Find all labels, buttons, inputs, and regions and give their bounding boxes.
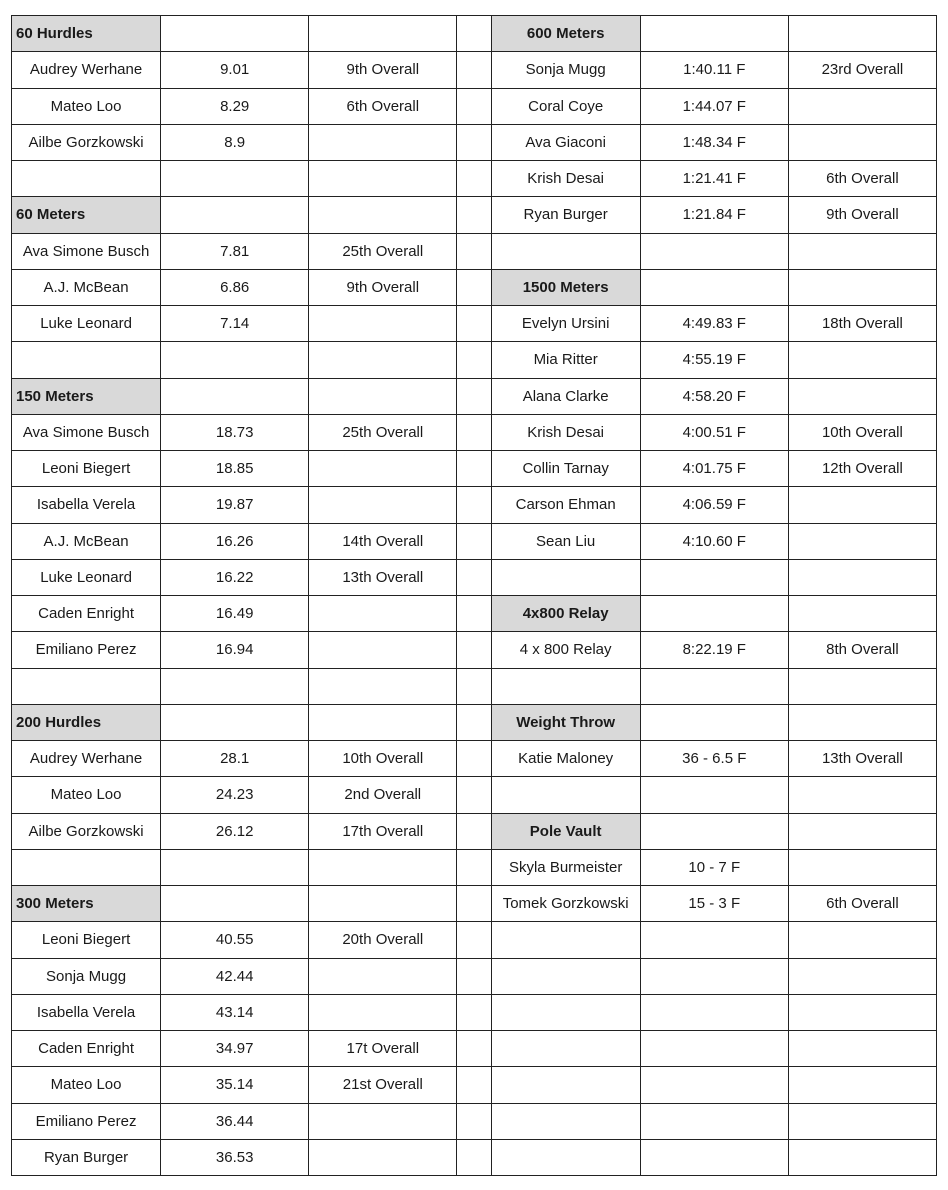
athlete-mark-cell <box>640 233 788 269</box>
event-header: 60 Hurdles <box>12 16 161 52</box>
athlete-place-cell <box>788 88 936 124</box>
athlete-mark-cell: 35.14 <box>161 1067 309 1103</box>
athlete-name-cell: Sean Liu <box>491 523 640 559</box>
spacer-cell <box>457 88 491 124</box>
athlete-name-cell: Ryan Burger <box>12 1139 161 1175</box>
table-row <box>12 342 937 378</box>
athlete-name-cell <box>491 922 640 958</box>
spacer-cell <box>457 342 491 378</box>
athlete-place-cell <box>788 668 936 704</box>
athlete-mark-cell: 6.86 <box>161 269 309 305</box>
spacer-cell <box>457 596 491 632</box>
results-table <box>11 15 937 1176</box>
athlete-place-cell <box>788 378 936 414</box>
table-row <box>12 269 937 305</box>
athlete-place-cell <box>788 559 936 595</box>
athlete-name-cell: Ava Simone Busch <box>12 233 161 269</box>
event-header: 150 Meters <box>12 378 161 414</box>
athlete-name-cell: Ava Giaconi <box>491 124 640 160</box>
spacer-cell <box>457 124 491 160</box>
athlete-place-cell: 6th Overall <box>788 886 936 922</box>
spacer-cell <box>457 1103 491 1139</box>
athlete-name-cell: Emiliano Perez <box>12 1103 161 1139</box>
empty-cell <box>640 704 788 740</box>
athlete-mark-cell: 8:22.19 F <box>640 632 788 668</box>
athlete-place-cell: 8th Overall <box>788 632 936 668</box>
table-row <box>12 886 937 922</box>
empty-cell <box>788 16 936 52</box>
athlete-name-cell: Alana Clarke <box>491 378 640 414</box>
athlete-mark-cell: 40.55 <box>161 922 309 958</box>
empty-cell <box>788 596 936 632</box>
athlete-place-cell: 18th Overall <box>788 306 936 342</box>
results-table-body <box>12 16 937 1176</box>
empty-cell <box>788 704 936 740</box>
athlete-name-cell: Luke Leonard <box>12 306 161 342</box>
spacer-cell <box>457 1139 491 1175</box>
athlete-name-cell: Carson Ehman <box>491 487 640 523</box>
athlete-name-cell <box>491 1139 640 1175</box>
spacer-cell <box>457 668 491 704</box>
athlete-mark-cell: 4:55.19 F <box>640 342 788 378</box>
athlete-name-cell: Emiliano Perez <box>12 632 161 668</box>
spacer-cell <box>457 161 491 197</box>
empty-cell <box>161 886 309 922</box>
athlete-mark-cell: 34.97 <box>161 1031 309 1067</box>
athlete-mark-cell <box>640 668 788 704</box>
athlete-name-cell: Ailbe Gorzkowski <box>12 813 161 849</box>
athlete-mark-cell <box>640 994 788 1030</box>
table-row <box>12 559 937 595</box>
empty-cell <box>161 704 309 740</box>
table-row <box>12 596 937 632</box>
athlete-name-cell: Mateo Loo <box>12 1067 161 1103</box>
athlete-mark-cell: 4:58.20 F <box>640 378 788 414</box>
athlete-mark-cell: 4:01.75 F <box>640 451 788 487</box>
athlete-place-cell <box>788 777 936 813</box>
athlete-mark-cell: 8.9 <box>161 124 309 160</box>
empty-cell <box>640 596 788 632</box>
table-row <box>12 668 937 704</box>
event-header: 600 Meters <box>491 16 640 52</box>
athlete-place-cell: 9th Overall <box>309 269 457 305</box>
athlete-name-cell <box>491 777 640 813</box>
athlete-name-cell: Audrey Werhane <box>12 741 161 777</box>
athlete-mark-cell <box>640 1139 788 1175</box>
athlete-place-cell: 23rd Overall <box>788 52 936 88</box>
event-header: 1500 Meters <box>491 269 640 305</box>
athlete-mark-cell <box>161 849 309 885</box>
table-row <box>12 1031 937 1067</box>
athlete-mark-cell <box>640 922 788 958</box>
athlete-mark-cell <box>640 559 788 595</box>
athlete-name-cell: Mateo Loo <box>12 88 161 124</box>
athlete-name-cell: Sonja Mugg <box>12 958 161 994</box>
athlete-place-cell <box>309 451 457 487</box>
athlete-name-cell <box>491 1031 640 1067</box>
table-row <box>12 414 937 450</box>
athlete-name-cell: Krish Desai <box>491 414 640 450</box>
athlete-name-cell: Mateo Loo <box>12 777 161 813</box>
event-header: 60 Meters <box>12 197 161 233</box>
athlete-mark-cell: 36.44 <box>161 1103 309 1139</box>
athlete-mark-cell: 18.73 <box>161 414 309 450</box>
table-row <box>12 124 937 160</box>
table-row <box>12 922 937 958</box>
athlete-place-cell <box>788 958 936 994</box>
table-row <box>12 741 937 777</box>
table-row <box>12 777 937 813</box>
athlete-name-cell <box>491 994 640 1030</box>
athlete-name-cell: 4 x 800 Relay <box>491 632 640 668</box>
athlete-name-cell: Mia Ritter <box>491 342 640 378</box>
athlete-place-cell: 2nd Overall <box>309 777 457 813</box>
table-row <box>12 487 937 523</box>
empty-cell <box>309 197 457 233</box>
athlete-place-cell: 20th Overall <box>309 922 457 958</box>
event-header: Pole Vault <box>491 813 640 849</box>
spacer-cell <box>457 1031 491 1067</box>
athlete-name-cell: Leoni Biegert <box>12 451 161 487</box>
athlete-place-cell: 10th Overall <box>309 741 457 777</box>
table-row <box>12 958 937 994</box>
athlete-name-cell <box>491 559 640 595</box>
athlete-place-cell <box>788 1139 936 1175</box>
athlete-mark-cell: 42.44 <box>161 958 309 994</box>
athlete-place-cell <box>788 342 936 378</box>
athlete-mark-cell: 24.23 <box>161 777 309 813</box>
table-row <box>12 16 937 52</box>
athlete-mark-cell: 1:21.41 F <box>640 161 788 197</box>
empty-cell <box>640 16 788 52</box>
spacer-cell <box>457 233 491 269</box>
table-row <box>12 849 937 885</box>
athlete-mark-cell: 28.1 <box>161 741 309 777</box>
empty-cell <box>309 886 457 922</box>
athlete-name-cell: Ailbe Gorzkowski <box>12 124 161 160</box>
table-row <box>12 233 937 269</box>
athlete-place-cell: 9th Overall <box>309 52 457 88</box>
event-header: 4x800 Relay <box>491 596 640 632</box>
spacer-cell <box>457 886 491 922</box>
table-row <box>12 1067 937 1103</box>
athlete-place-cell <box>788 1103 936 1139</box>
athlete-name-cell <box>12 342 161 378</box>
athlete-place-cell: 21st Overall <box>309 1067 457 1103</box>
athlete-mark-cell: 8.29 <box>161 88 309 124</box>
athlete-name-cell: Ava Simone Busch <box>12 414 161 450</box>
athlete-name-cell: Leoni Biegert <box>12 922 161 958</box>
athlete-place-cell: 17t Overall <box>309 1031 457 1067</box>
athlete-name-cell: Luke Leonard <box>12 559 161 595</box>
spacer-cell <box>457 523 491 559</box>
event-header: 300 Meters <box>12 886 161 922</box>
spacer-cell <box>457 922 491 958</box>
athlete-name-cell: Caden Enright <box>12 1031 161 1067</box>
athlete-place-cell <box>309 632 457 668</box>
athlete-mark-cell <box>640 777 788 813</box>
athlete-place-cell <box>309 306 457 342</box>
spacer-cell <box>457 306 491 342</box>
athlete-place-cell <box>309 487 457 523</box>
table-row <box>12 197 937 233</box>
spacer-cell <box>457 704 491 740</box>
table-row <box>12 1139 937 1175</box>
athlete-mark-cell: 16.94 <box>161 632 309 668</box>
athlete-name-cell <box>12 161 161 197</box>
athlete-place-cell <box>788 233 936 269</box>
athlete-name-cell <box>491 1067 640 1103</box>
spacer-cell <box>457 958 491 994</box>
athlete-place-cell <box>309 161 457 197</box>
athlete-name-cell <box>491 233 640 269</box>
athlete-place-cell: 14th Overall <box>309 523 457 559</box>
table-row <box>12 704 937 740</box>
athlete-mark-cell: 1:40.11 F <box>640 52 788 88</box>
spacer-cell <box>457 197 491 233</box>
athlete-name-cell <box>491 668 640 704</box>
athlete-place-cell <box>788 922 936 958</box>
athlete-name-cell: Isabella Verela <box>12 487 161 523</box>
athlete-name-cell: Sonja Mugg <box>491 52 640 88</box>
athlete-place-cell <box>309 849 457 885</box>
athlete-name-cell: Skyla Burmeister <box>491 849 640 885</box>
athlete-mark-cell: 16.22 <box>161 559 309 595</box>
athlete-name-cell <box>491 1103 640 1139</box>
empty-cell <box>640 813 788 849</box>
athlete-name-cell: Isabella Verela <box>12 994 161 1030</box>
athlete-mark-cell: 1:48.34 F <box>640 124 788 160</box>
athlete-place-cell: 13th Overall <box>309 559 457 595</box>
athlete-mark-cell: 7.81 <box>161 233 309 269</box>
athlete-mark-cell: 4:06.59 F <box>640 487 788 523</box>
athlete-name-cell: Tomek Gorzkowski <box>491 886 640 922</box>
athlete-mark-cell: 18.85 <box>161 451 309 487</box>
athlete-place-cell <box>788 124 936 160</box>
athlete-mark-cell: 4:49.83 F <box>640 306 788 342</box>
athlete-place-cell: 9th Overall <box>788 197 936 233</box>
results-sheet <box>11 15 937 1176</box>
empty-cell <box>309 16 457 52</box>
athlete-place-cell <box>309 596 457 632</box>
athlete-name-cell: Audrey Werhane <box>12 52 161 88</box>
athlete-name-cell: Caden Enright <box>12 596 161 632</box>
athlete-name-cell: Collin Tarnay <box>491 451 640 487</box>
athlete-place-cell <box>788 849 936 885</box>
spacer-cell <box>457 632 491 668</box>
athlete-name-cell <box>12 849 161 885</box>
athlete-name-cell: Coral Coye <box>491 88 640 124</box>
empty-cell <box>309 704 457 740</box>
empty-cell <box>161 378 309 414</box>
athlete-mark-cell <box>640 1067 788 1103</box>
athlete-place-cell <box>788 523 936 559</box>
athlete-place-cell: 12th Overall <box>788 451 936 487</box>
athlete-mark-cell <box>640 1103 788 1139</box>
athlete-name-cell: A.J. McBean <box>12 269 161 305</box>
empty-cell <box>161 197 309 233</box>
table-row <box>12 813 937 849</box>
athlete-place-cell <box>788 487 936 523</box>
athlete-place-cell: 10th Overall <box>788 414 936 450</box>
empty-cell <box>640 269 788 305</box>
empty-cell <box>309 378 457 414</box>
spacer-cell <box>457 16 491 52</box>
athlete-mark-cell: 10 - 7 F <box>640 849 788 885</box>
empty-cell <box>161 16 309 52</box>
athlete-mark-cell: 15 - 3 F <box>640 886 788 922</box>
table-row <box>12 632 937 668</box>
spacer-cell <box>457 741 491 777</box>
spacer-cell <box>457 1067 491 1103</box>
athlete-place-cell <box>309 342 457 378</box>
athlete-mark-cell <box>161 668 309 704</box>
athlete-place-cell <box>309 994 457 1030</box>
table-row <box>12 378 937 414</box>
athlete-mark-cell: 7.14 <box>161 306 309 342</box>
athlete-mark-cell <box>161 161 309 197</box>
spacer-cell <box>457 994 491 1030</box>
athlete-place-cell <box>788 994 936 1030</box>
athlete-mark-cell: 16.26 <box>161 523 309 559</box>
athlete-place-cell: 17th Overall <box>309 813 457 849</box>
athlete-name-cell: Evelyn Ursini <box>491 306 640 342</box>
spacer-cell <box>457 813 491 849</box>
athlete-mark-cell: 26.12 <box>161 813 309 849</box>
athlete-place-cell <box>309 124 457 160</box>
athlete-mark-cell: 4:10.60 F <box>640 523 788 559</box>
table-row <box>12 523 937 559</box>
athlete-name-cell: Krish Desai <box>491 161 640 197</box>
athlete-name-cell: A.J. McBean <box>12 523 161 559</box>
athlete-name-cell <box>491 958 640 994</box>
table-row <box>12 52 937 88</box>
athlete-place-cell: 6th Overall <box>309 88 457 124</box>
athlete-mark-cell: 19.87 <box>161 487 309 523</box>
athlete-mark-cell: 4:00.51 F <box>640 414 788 450</box>
spacer-cell <box>457 487 491 523</box>
spacer-cell <box>457 849 491 885</box>
athlete-place-cell <box>309 958 457 994</box>
spacer-cell <box>457 414 491 450</box>
spacer-cell <box>457 52 491 88</box>
event-header: 200 Hurdles <box>12 704 161 740</box>
table-row <box>12 88 937 124</box>
athlete-mark-cell <box>640 958 788 994</box>
athlete-mark-cell: 43.14 <box>161 994 309 1030</box>
table-row <box>12 161 937 197</box>
table-row <box>12 306 937 342</box>
spacer-cell <box>457 559 491 595</box>
athlete-place-cell: 25th Overall <box>309 233 457 269</box>
athlete-name-cell: Ryan Burger <box>491 197 640 233</box>
empty-cell <box>788 269 936 305</box>
athlete-mark-cell: 9.01 <box>161 52 309 88</box>
athlete-mark-cell: 36 - 6.5 F <box>640 741 788 777</box>
event-header: Weight Throw <box>491 704 640 740</box>
athlete-name-cell: Katie Maloney <box>491 741 640 777</box>
athlete-place-cell: 13th Overall <box>788 741 936 777</box>
athlete-place-cell <box>309 1139 457 1175</box>
table-row <box>12 1103 937 1139</box>
athlete-mark-cell: 1:21.84 F <box>640 197 788 233</box>
athlete-mark-cell: 1:44.07 F <box>640 88 788 124</box>
athlete-mark-cell <box>161 342 309 378</box>
athlete-name-cell <box>12 668 161 704</box>
athlete-mark-cell <box>640 1031 788 1067</box>
athlete-mark-cell: 16.49 <box>161 596 309 632</box>
spacer-cell <box>457 378 491 414</box>
athlete-place-cell: 6th Overall <box>788 161 936 197</box>
athlete-place-cell <box>309 1103 457 1139</box>
spacer-cell <box>457 451 491 487</box>
athlete-place-cell <box>788 1031 936 1067</box>
table-row <box>12 451 937 487</box>
athlete-place-cell <box>788 1067 936 1103</box>
spacer-cell <box>457 269 491 305</box>
athlete-place-cell: 25th Overall <box>309 414 457 450</box>
empty-cell <box>788 813 936 849</box>
athlete-mark-cell: 36.53 <box>161 1139 309 1175</box>
athlete-place-cell <box>309 668 457 704</box>
table-row <box>12 994 937 1030</box>
spacer-cell <box>457 777 491 813</box>
